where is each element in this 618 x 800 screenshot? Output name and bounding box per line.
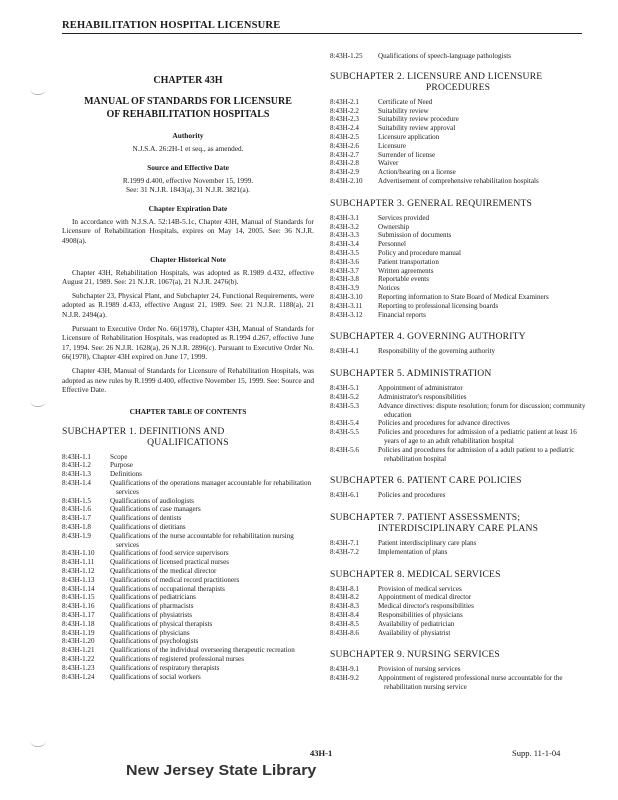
section-number: 8:43H-4.1 (330, 347, 359, 356)
section-number: 8:43H-5.1 (330, 384, 359, 393)
toc-entry (62, 611, 314, 620)
subchapter-heading (330, 368, 586, 379)
toc-entry (62, 646, 314, 655)
toc-entry (62, 585, 314, 594)
section-title: Suitability review (378, 106, 429, 115)
section-number: 8:43H-1.23 (62, 663, 95, 672)
section-title: Reporting information to State Board of Medical Examiners (378, 292, 549, 301)
section-number: 8:43H-1.7 (62, 514, 91, 523)
section-title: Qualifications of social workers (110, 672, 201, 681)
section-title: Patient transportation (378, 257, 439, 266)
subchapter-heading-line: SUBCHAPTER 3. GENERAL REQUIREMENTS (330, 197, 533, 209)
toc-entry (330, 124, 586, 133)
section-number: 8:43H-1.10 (62, 549, 95, 558)
section-number: 8:43H-1.8 (62, 523, 91, 532)
section-title: Qualifications of the nurse accountable for rehabilitation nursing services (110, 531, 294, 549)
section-number: 8:43H-1.24 (62, 672, 95, 681)
section-title: Availability of pediatrician (378, 619, 455, 628)
section-number: 8:43H-2.7 (330, 150, 359, 159)
section-number: 8:43H-3.5 (330, 248, 359, 257)
section-title: Policy and procedure manual (378, 248, 461, 257)
section-number: 8:43H-1.2 (62, 461, 91, 470)
margin-mark (30, 400, 46, 407)
section-number: 8:43H-1.9 (62, 531, 91, 540)
section-title: Appointment of registered professional nurse accountable for the rehabilitation nursing service (378, 674, 563, 692)
supplement-date: Supp. 11-1-04 (512, 748, 561, 758)
toc-entry (330, 293, 586, 302)
right-toc (330, 71, 586, 692)
section-title: Medical director's responsibilities (378, 602, 474, 611)
section-number: 8:43H-3.11 (330, 301, 363, 310)
section-number: 8:43H-9.1 (330, 665, 359, 674)
subchapter-heading-line: INTERDISCIPLINARY CARE PLANS (377, 523, 539, 535)
section-number: 8:43H-3.9 (330, 284, 359, 293)
section-title: Qualifications of the operations manager accountable for rehabilitation services (110, 479, 312, 496)
section-number: 8:43H-5.3 (330, 401, 359, 410)
section-number: 8:43H-2.1 (330, 97, 359, 106)
section-title: Qualifications of occupational therapists (110, 584, 225, 593)
subchapter-heading-line: SUBCHAPTER 1. DEFINITIONS AND (62, 425, 225, 437)
section-title: Provision of nursing services (378, 665, 461, 674)
section-title: Purpose (110, 461, 133, 470)
section-title: Qualifications of pediatricians (110, 593, 196, 602)
toc-entry (62, 593, 314, 602)
subchapter-heading-line: SUBCHAPTER 5. ADMINISTRATION (330, 368, 492, 380)
chapter-title-line: OF REHABILITATION HOSPITALS (106, 109, 270, 120)
toc-entry (330, 446, 586, 464)
toc-entry (62, 453, 314, 462)
toc-entry (62, 567, 314, 576)
toc-entry (330, 240, 586, 249)
section-number: 8:43H-1.14 (62, 584, 95, 593)
section-title: Advance directives: dispute resolution; forum for discussion; community education (378, 401, 586, 419)
section-title: Appointment of administrator (378, 384, 463, 393)
section-number: 8:43H-1.12 (62, 567, 95, 576)
section-number: 8:43H-2.6 (330, 141, 359, 150)
section-title: Responsibilities of physicians (378, 611, 463, 620)
subchapter-heading-line: QUALIFICATIONS (147, 436, 229, 448)
source-line: See: 31 N.J.R. 1843(a), 31 N.J.R. 3821(a). (125, 185, 251, 195)
chapter-title-line: MANUAL OF STANDARDS FOR LICENSURE (84, 96, 292, 107)
section-title: Financial reports (378, 310, 426, 319)
section-title: Qualifications of licensed practical nurses (110, 558, 229, 567)
toc-entry (330, 284, 586, 293)
section-title: Qualifications of psychologists (110, 637, 199, 646)
toc-entry (330, 620, 586, 629)
toc-entry (330, 402, 586, 420)
toc-entry (330, 419, 586, 428)
toc-entry (62, 655, 314, 664)
chapter-number: CHAPTER 43H (153, 75, 223, 86)
section-number: 8:43H-1.15 (62, 593, 95, 602)
section-number: 8:43H-1.6 (62, 505, 91, 514)
toc-entry (62, 629, 314, 638)
source-heading: Source and Effective Date (147, 162, 229, 172)
page-number: 43H-1 (310, 748, 333, 758)
subchapter-heading (330, 71, 586, 93)
left-toc (62, 426, 314, 682)
section-number: 8:43H-3.4 (330, 240, 359, 249)
toc-entry (62, 514, 314, 523)
toc-entry (62, 576, 314, 585)
toc-entry (330, 231, 586, 240)
section-title: Patient interdisciplinary care plans (378, 539, 477, 548)
section-number: 8:43H-3.10 (330, 292, 363, 301)
section-title: Ownership (378, 222, 410, 231)
section-number: 8:43H-1.19 (62, 628, 95, 637)
toc-entry (62, 497, 314, 506)
section-title: Policies and procedures for admission of a pediatric patient at least 16 years of age to an adult rehabilitation hospital (378, 428, 577, 445)
history-paragraph: Chapter 43H, Manual of Standards for Licensure of Rehabilitation Hospitals, was adopted as new rules by R.1999 d.400, effective November 15, 1999. See: Source and Effective Date. (62, 365, 314, 395)
section-title: Qualifications of pharmacists (110, 602, 194, 611)
subchapter-heading-line: PROCEDURES (425, 81, 491, 93)
toc-entry (330, 539, 586, 548)
subchapter-heading-line: SUBCHAPTER 8. MEDICAL SERVICES (330, 568, 501, 580)
toc-entry (62, 602, 314, 611)
subchapter-heading (330, 331, 586, 342)
section-title: Surrender of license (378, 150, 436, 159)
section-title: Personnel (378, 240, 406, 249)
subchapter-heading-line: SUBCHAPTER 4. GOVERNING AUTHORITY (330, 331, 526, 343)
toc-entry (330, 585, 586, 594)
section-number: 8:43H-1.21 (62, 646, 95, 655)
toc-entry (330, 548, 586, 557)
section-number: 8:43H-2.8 (330, 159, 359, 168)
section-title: Services provided (378, 213, 430, 222)
section-number: 8:43H-8.2 (330, 593, 359, 602)
margin-mark (30, 740, 46, 747)
toc-entry (62, 523, 314, 532)
toc-entry (330, 674, 586, 692)
toc-entry (330, 267, 586, 276)
toc-entry (330, 602, 586, 611)
section-number: 8:43H-1.4 (62, 479, 91, 488)
section-number: 8:43H-8.1 (330, 584, 359, 593)
subchapter-heading-line: SUBCHAPTER 9. NURSING SERVICES (330, 649, 500, 661)
section-number: 8:43H-6.1 (330, 491, 359, 500)
section-title: Notices (378, 284, 400, 293)
toc-entry (330, 393, 586, 402)
section-title: Qualifications of food service supervisors (110, 549, 229, 558)
section-title: Qualifications of respiratory therapists (110, 663, 220, 672)
section-number: 8:43H-1.1 (62, 452, 91, 461)
chapter-title (62, 95, 314, 121)
section-number: 8:43H-3.1 (330, 213, 359, 222)
section-number: 8:43H-5.6 (330, 445, 359, 454)
toc-entry (330, 177, 586, 186)
section-number: 8:43H-5.2 (330, 392, 359, 401)
section-title: Availability of physiatrist (378, 628, 451, 637)
section-number: 8:43H-1.16 (62, 602, 95, 611)
toc-entry (62, 532, 314, 550)
section-title: Qualifications of dentists (110, 514, 182, 523)
section-title: Reportable events (378, 275, 430, 284)
section-title: Action/hearing on a license (378, 168, 456, 177)
subchapter-heading (330, 649, 586, 660)
toc-entry (62, 664, 314, 673)
subchapter-heading-line: SUBCHAPTER 7. PATIENT ASSESSMENTS; (330, 512, 521, 524)
subchapter-heading (330, 569, 586, 580)
section-title: Certificate of Need (378, 97, 433, 106)
source-line: R.1999 d.400, effective November 15, 1999. (122, 175, 254, 185)
expiration-heading: Chapter Expiration Date (148, 203, 228, 213)
toc-entry (330, 665, 586, 674)
toc-entry (330, 302, 586, 311)
section-title: Qualifications of physiatrists (110, 611, 192, 620)
toc-entry (330, 151, 586, 160)
section-title: Qualifications of the individual overseeing therapeutic recreation (110, 646, 295, 655)
section-title: Implementation of plans (378, 547, 448, 556)
history-paragraph: Subchapter 23, Physical Plant, and Subchapter 24, Functional Requirements, were adopted as R.1989 d.433, effective August 21, 1989. See: 21 N.J.R. 1188(a), 21 N.J.R. 2494(a). (62, 290, 314, 319)
section-number: 8:43H-2.3 (330, 115, 359, 124)
section-number: 8:43H-1.5 (62, 496, 91, 505)
section-number: 8:43H-1.3 (62, 470, 91, 479)
section-number: 8:43H-3.2 (330, 222, 359, 231)
section-title: Advertisement of comprehensive rehabilitation hospitals (378, 176, 539, 185)
section-number: 8:43H-1.18 (62, 619, 95, 628)
library-stamp: New Jersey State Library (126, 762, 317, 779)
section-title: Responsibility of the governing authority (378, 347, 496, 356)
section-title: Definitions (110, 470, 142, 479)
toc-entry (330, 428, 586, 446)
toc-entry (330, 98, 586, 107)
section-title: Suitability review approval (378, 124, 456, 133)
toc-entry (62, 558, 314, 567)
toc-entry (330, 611, 586, 620)
section-number: 8:43H-2.2 (330, 106, 359, 115)
toc-entry (62, 461, 314, 470)
section-title: Policies and procedures for advance directives (378, 419, 510, 428)
subchapter-heading-line: SUBCHAPTER 6. PATIENT CARE POLICIES (330, 475, 522, 487)
subchapter-heading (62, 426, 314, 448)
subchapter-heading (330, 512, 586, 534)
toc-entry (330, 107, 586, 116)
subchapter-heading (330, 475, 586, 486)
page-footer (0, 748, 618, 788)
section-number: 8:43H-5.4 (330, 419, 359, 428)
toc-entry (330, 115, 586, 124)
section-number: 8:43H-7.2 (330, 547, 359, 556)
section-number: 8:43H-9.2 (330, 674, 359, 683)
section-number: 8:43H-1.13 (62, 575, 95, 584)
section-title: Qualifications of physical therapists (110, 619, 213, 628)
section-number: 8:43H-3.3 (330, 231, 359, 240)
toc-entry (330, 384, 586, 393)
section-number: 8:43H-5.5 (330, 428, 359, 437)
toc-entry (62, 673, 314, 682)
margin-mark (30, 88, 46, 95)
section-title: Qualifications of medical record practitioners (110, 575, 240, 584)
section-number: 8:43H-3.7 (330, 266, 359, 275)
toc-entry (62, 637, 314, 646)
section-number: 8:43H-8.5 (330, 619, 359, 628)
authority-text: N.J.S.A. 26:2H-1 et seq., as amended. (132, 144, 244, 153)
section-title: Qualifications of speech-language pathologists (378, 52, 511, 60)
toc-entry (330, 249, 586, 258)
section-title: Qualifications of physicians (110, 628, 190, 637)
toc-entry (330, 491, 586, 500)
right-column (330, 52, 586, 692)
subchapter-heading (330, 198, 586, 209)
section-title: Qualifications of registered professional nurses (110, 655, 244, 664)
section-number: 8:43H-1.25 (330, 52, 363, 60)
toc-entry (330, 142, 586, 151)
section-title: Administrator's responsibilities (378, 392, 467, 401)
section-number: 8:43H-8.3 (330, 602, 359, 611)
section-number: 8:43H-3.12 (330, 310, 363, 319)
toc-entry (330, 347, 586, 356)
toc-entry (330, 159, 586, 168)
section-number: 8:43H-7.1 (330, 539, 359, 548)
section-title: Qualifications of case managers (110, 505, 201, 514)
running-head: REHABILITATION HOSPITAL LICENSURE (62, 20, 582, 34)
section-number: 8:43H-1.22 (62, 655, 95, 664)
section-title: Licensure (378, 141, 406, 150)
subchapter-heading-line: SUBCHAPTER 2. LICENSURE AND LICENSURE (330, 70, 543, 82)
section-title: Submission of documents (378, 231, 452, 240)
toc-entry (330, 214, 586, 223)
toc-entry (330, 52, 586, 61)
section-number: 8:43H-8.4 (330, 611, 359, 620)
section-number: 8:43H-1.17 (62, 611, 95, 620)
history-paragraph: Pursuant to Executive Order No. 66(1978), Chapter 43H, Manual of Standards for Licensure of Rehabilitation Hospitals, was readopted as R.1994 d.267, effective June 17, 1994. See: 26 N.J.R. 1628(a), 26 N.J.R. 2896(c). Pursuant to Executive Order No. 66(1978), Chapter 43H expired on June 17, 1999. (62, 323, 314, 362)
section-number: 8:43H-1.20 (62, 637, 95, 646)
section-title: Qualifications of the medical director (110, 567, 217, 576)
toc-entry (62, 620, 314, 629)
toc-entry (330, 629, 586, 638)
section-number: 8:43H-8.6 (330, 628, 359, 637)
section-title: Provision of medical services (378, 584, 462, 593)
section-number: 8:43H-2.5 (330, 132, 359, 141)
toc-entry (330, 168, 586, 177)
history-heading: Chapter Historical Note (150, 254, 226, 264)
section-number: 8:43H-2.4 (330, 124, 359, 133)
section-title: Policies and procedures for admission of a adult patient to a pediatric rehabilitation hospital (378, 445, 575, 463)
section-title: Licensure application (378, 132, 440, 141)
toc-entry (330, 133, 586, 142)
section-number: 8:43H-2.9 (330, 168, 359, 177)
section-number: 8:43H-1.11 (62, 558, 95, 567)
expiration-text: In accordance with N.J.S.A. 52:14B-5.1c, Chapter 43H, Manual of Standards for Licensure of Rehabilitation Hospitals, expires on May 14, 2005. See: 36 N.J.R. 4908(a). (62, 216, 314, 245)
section-number: 8:43H-3.6 (330, 257, 359, 266)
section-number: 8:43H-3.8 (330, 275, 359, 284)
toc-entry (330, 223, 586, 232)
section-number: 8:43H-2.10 (330, 176, 363, 185)
section-title: Reporting to professional licensing boards (378, 301, 499, 310)
section-title: Appointment of medical director (378, 593, 472, 602)
section-title: Suitability review procedure (378, 115, 459, 124)
history-paragraph: Chapter 43H, Rehabilitation Hospitals, was adopted as R.1989 d.432, effective August 21, 1989. See: 21 N.J.R. 1067(a), 21 N.J.R. 2476(b). (62, 267, 314, 287)
section-title: Scope (110, 452, 128, 461)
toc-entry (62, 470, 314, 479)
toc-entry (62, 505, 314, 514)
section-title: Qualifications of dietitians (110, 523, 186, 532)
section-title: Waiver (378, 159, 399, 168)
section-title: Written agreements (378, 266, 434, 275)
left-column (62, 58, 314, 681)
toc-entry (330, 258, 586, 267)
authority-heading: Authority (172, 131, 204, 140)
toc-entry (330, 275, 586, 284)
toc-entry (330, 311, 586, 320)
toc-entry (330, 593, 586, 602)
toc-entry (62, 549, 314, 558)
toc-heading: CHAPTER TABLE OF CONTENTS (129, 406, 247, 416)
section-title: Policies and procedures (378, 491, 446, 500)
toc-entry (62, 479, 314, 497)
section-title: Qualifications of audiologists (110, 496, 194, 505)
